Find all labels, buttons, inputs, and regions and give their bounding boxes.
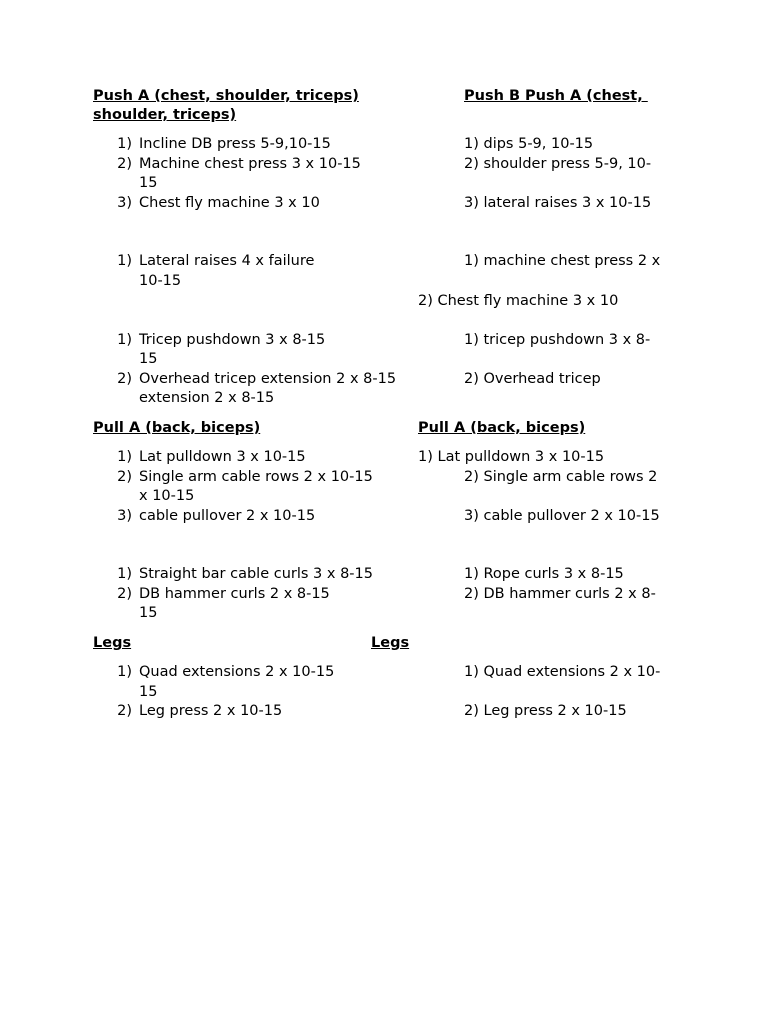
list-text: Straight bar cable curls 3 x 8-15 [139,566,373,582]
list-item: 1) Quad extensions 2 x 10- [464,664,661,680]
list-text: Tricep pushdown 3 x 8-15 [139,332,326,348]
list-text: Machine chest press 3 x 10-15 [139,156,361,172]
list-item: 2) Chest fly machine 3 x 10 [418,293,619,309]
push-a-heading: Push A (chest, shoulder, triceps) [93,88,359,104]
list-number: 2) [117,469,132,485]
list-text-wrap: 10-15 [139,273,182,289]
legs-heading: Legs [93,635,132,651]
list-item: 1) dips 5-9, 10-15 [464,136,594,152]
legs-heading-right: Legs [371,635,410,651]
list-number: 2) [117,703,132,719]
list-text: Leg press 2 x 10-15 [139,703,283,719]
list-item: 1) tricep pushdown 3 x 8- [464,332,651,348]
list-item: 3) cable pullover 2 x 10-15 [464,508,660,524]
list-number: 2) [117,586,132,602]
list-text: Quad extensions 2 x 10-15 [139,664,335,680]
list-number: 1) [117,332,132,348]
list-text: Single arm cable rows 2 x 10-15 [139,469,373,485]
pull-a-heading: Pull A (back, biceps) [93,420,261,436]
push-b-heading: Push B Push A (chest, [464,88,648,104]
list-number: 1) [117,449,132,465]
list-text-wrap: 15 [139,684,158,700]
list-text-wrap: x 10-15 [139,488,195,504]
push-a-heading-wrap: shoulder, triceps) [93,107,237,123]
list-number: 2) [117,156,132,172]
list-item: 2) DB hammer curls 2 x 8- [464,586,656,602]
list-text: Incline DB press 5-9,10-15 [139,136,331,152]
list-text-wrap: extension 2 x 8-15 [139,390,275,406]
list-item: 2) Overhead tricep [464,371,601,387]
list-text-wrap: 15 [139,605,158,621]
pull-a-heading-right: Pull A (back, biceps) [418,420,586,436]
list-item: 1) machine chest press 2 x [464,253,661,269]
list-text: Lat pulldown 3 x 10-15 [139,449,306,465]
list-number: 3) [117,195,132,211]
list-text-wrap: 15 [139,351,158,367]
list-number: 3) [117,508,132,524]
list-item: 1) Rope curls 3 x 8-15 [464,566,624,582]
list-number: 1) [117,253,132,269]
list-item: 2) Leg press 2 x 10-15 [464,703,627,719]
list-item: 1) Lat pulldown 3 x 10-15 [418,449,605,465]
list-item: 2) Single arm cable rows 2 [464,469,658,485]
list-number: 2) [117,371,132,387]
list-number: 1) [117,566,132,582]
list-text: Chest fly machine 3 x 10 [139,195,320,211]
list-text: Overhead tricep extension 2 x 8-15 [139,371,397,387]
list-text-wrap: 15 [139,175,158,191]
list-text: DB hammer curls 2 x 8-15 [139,586,330,602]
list-text: Lateral raises 4 x failure [139,253,315,269]
list-item: 2) shoulder press 5-9, 10- [464,156,652,172]
list-number: 1) [117,136,132,152]
list-number: 1) [117,664,132,680]
list-item: 3) lateral raises 3 x 10-15 [464,195,652,211]
list-text: cable pullover 2 x 10-15 [139,508,316,524]
